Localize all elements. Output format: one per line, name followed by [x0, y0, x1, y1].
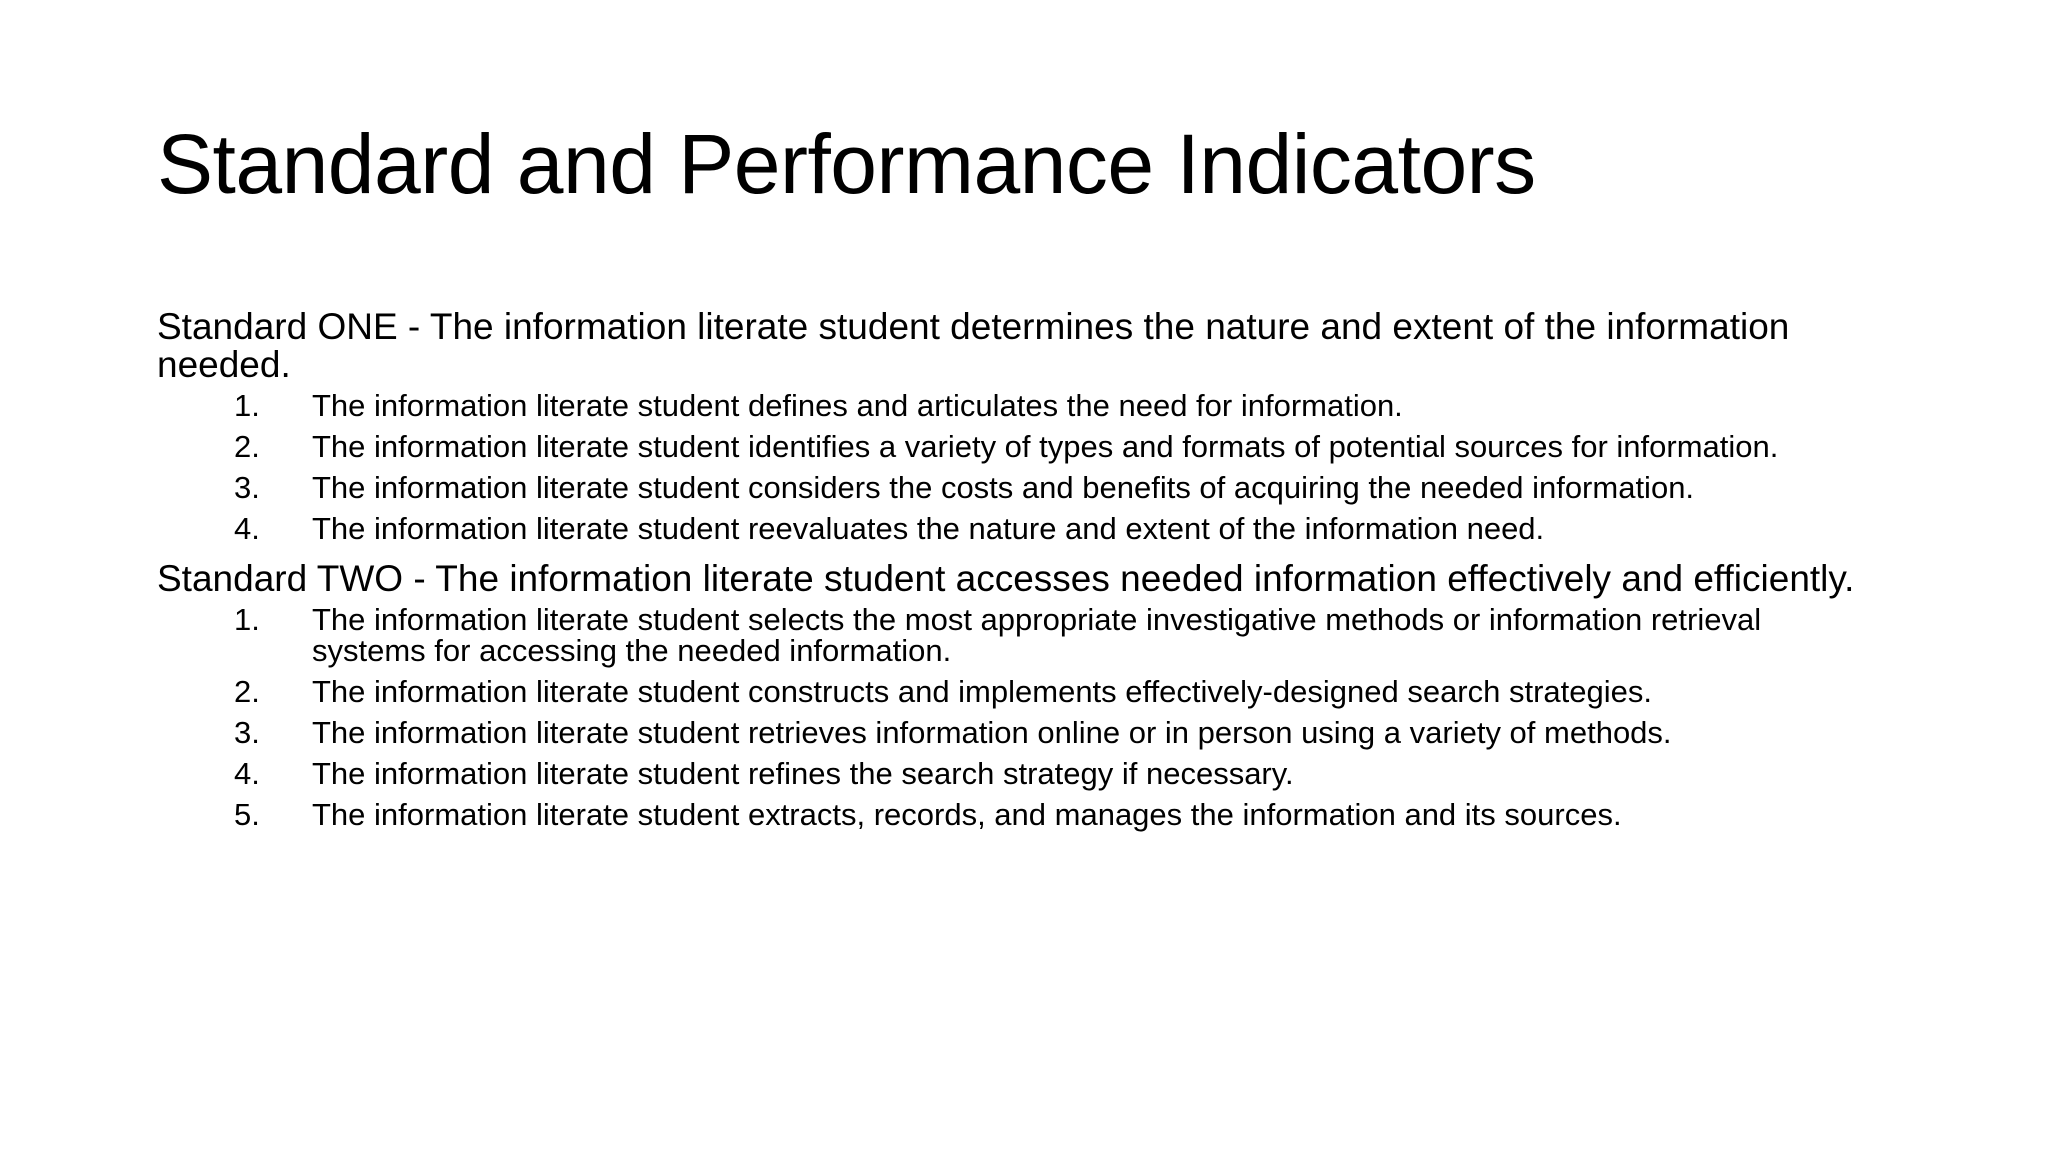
indicator-list [157, 390, 1857, 544]
list-item-text: The information literate student extracts, records, and manages the information and its sources. [312, 797, 1622, 832]
list-item [157, 758, 1857, 789]
list-item [157, 676, 1857, 707]
list-item-text: The information literate student refines the search strategy if necessary. [312, 756, 1294, 791]
standard-one [157, 308, 1857, 544]
list-item-text: The information literate student reevaluates the nature and extent of the information need. [312, 511, 1545, 546]
indicator-list [157, 604, 1857, 830]
list-item [157, 717, 1857, 748]
list-item [157, 431, 1857, 462]
list-number: 3. [234, 470, 260, 505]
standard-heading: Standard TWO - The information literate student accesses needed information effectively and efficiently. [157, 558, 1855, 599]
list-item-text: The information literate student selects the most appropriate investigative methods or information retrieval systems for accessing the needed information. [312, 602, 1762, 668]
list-number: 2. [234, 429, 260, 464]
list-number: 1. [234, 388, 260, 423]
list-item [157, 390, 1857, 421]
list-item-text: The information literate student constructs and implements effectively-designed search strategies. [312, 674, 1652, 709]
standard-two [157, 560, 1857, 830]
list-number: 4. [234, 511, 260, 546]
list-item-text: The information literate student retrieves information online or in person using a variety of methods. [312, 715, 1672, 750]
list-item [157, 799, 1857, 830]
list-item-text: The information literate student identifies a variety of types and formats of potential sources for information. [312, 429, 1779, 464]
standard-heading: Standard ONE - The information literate student determines the nature and extent of the information needed. [157, 306, 1790, 385]
list-item [157, 472, 1857, 503]
slide-title: Standard and Performance Indicators [157, 117, 1536, 211]
list-item-text: The information literate student defines and articulates the need for information. [312, 388, 1403, 423]
list-item [157, 513, 1857, 544]
list-number: 3. [234, 715, 260, 750]
list-item [157, 604, 1857, 666]
list-number: 2. [234, 674, 260, 709]
slide-body [157, 308, 1857, 846]
list-number: 5. [234, 797, 260, 832]
list-item-text: The information literate student considers the costs and benefits of acquiring the needed information. [312, 470, 1695, 505]
list-number: 1. [234, 602, 260, 637]
list-number: 4. [234, 756, 260, 791]
